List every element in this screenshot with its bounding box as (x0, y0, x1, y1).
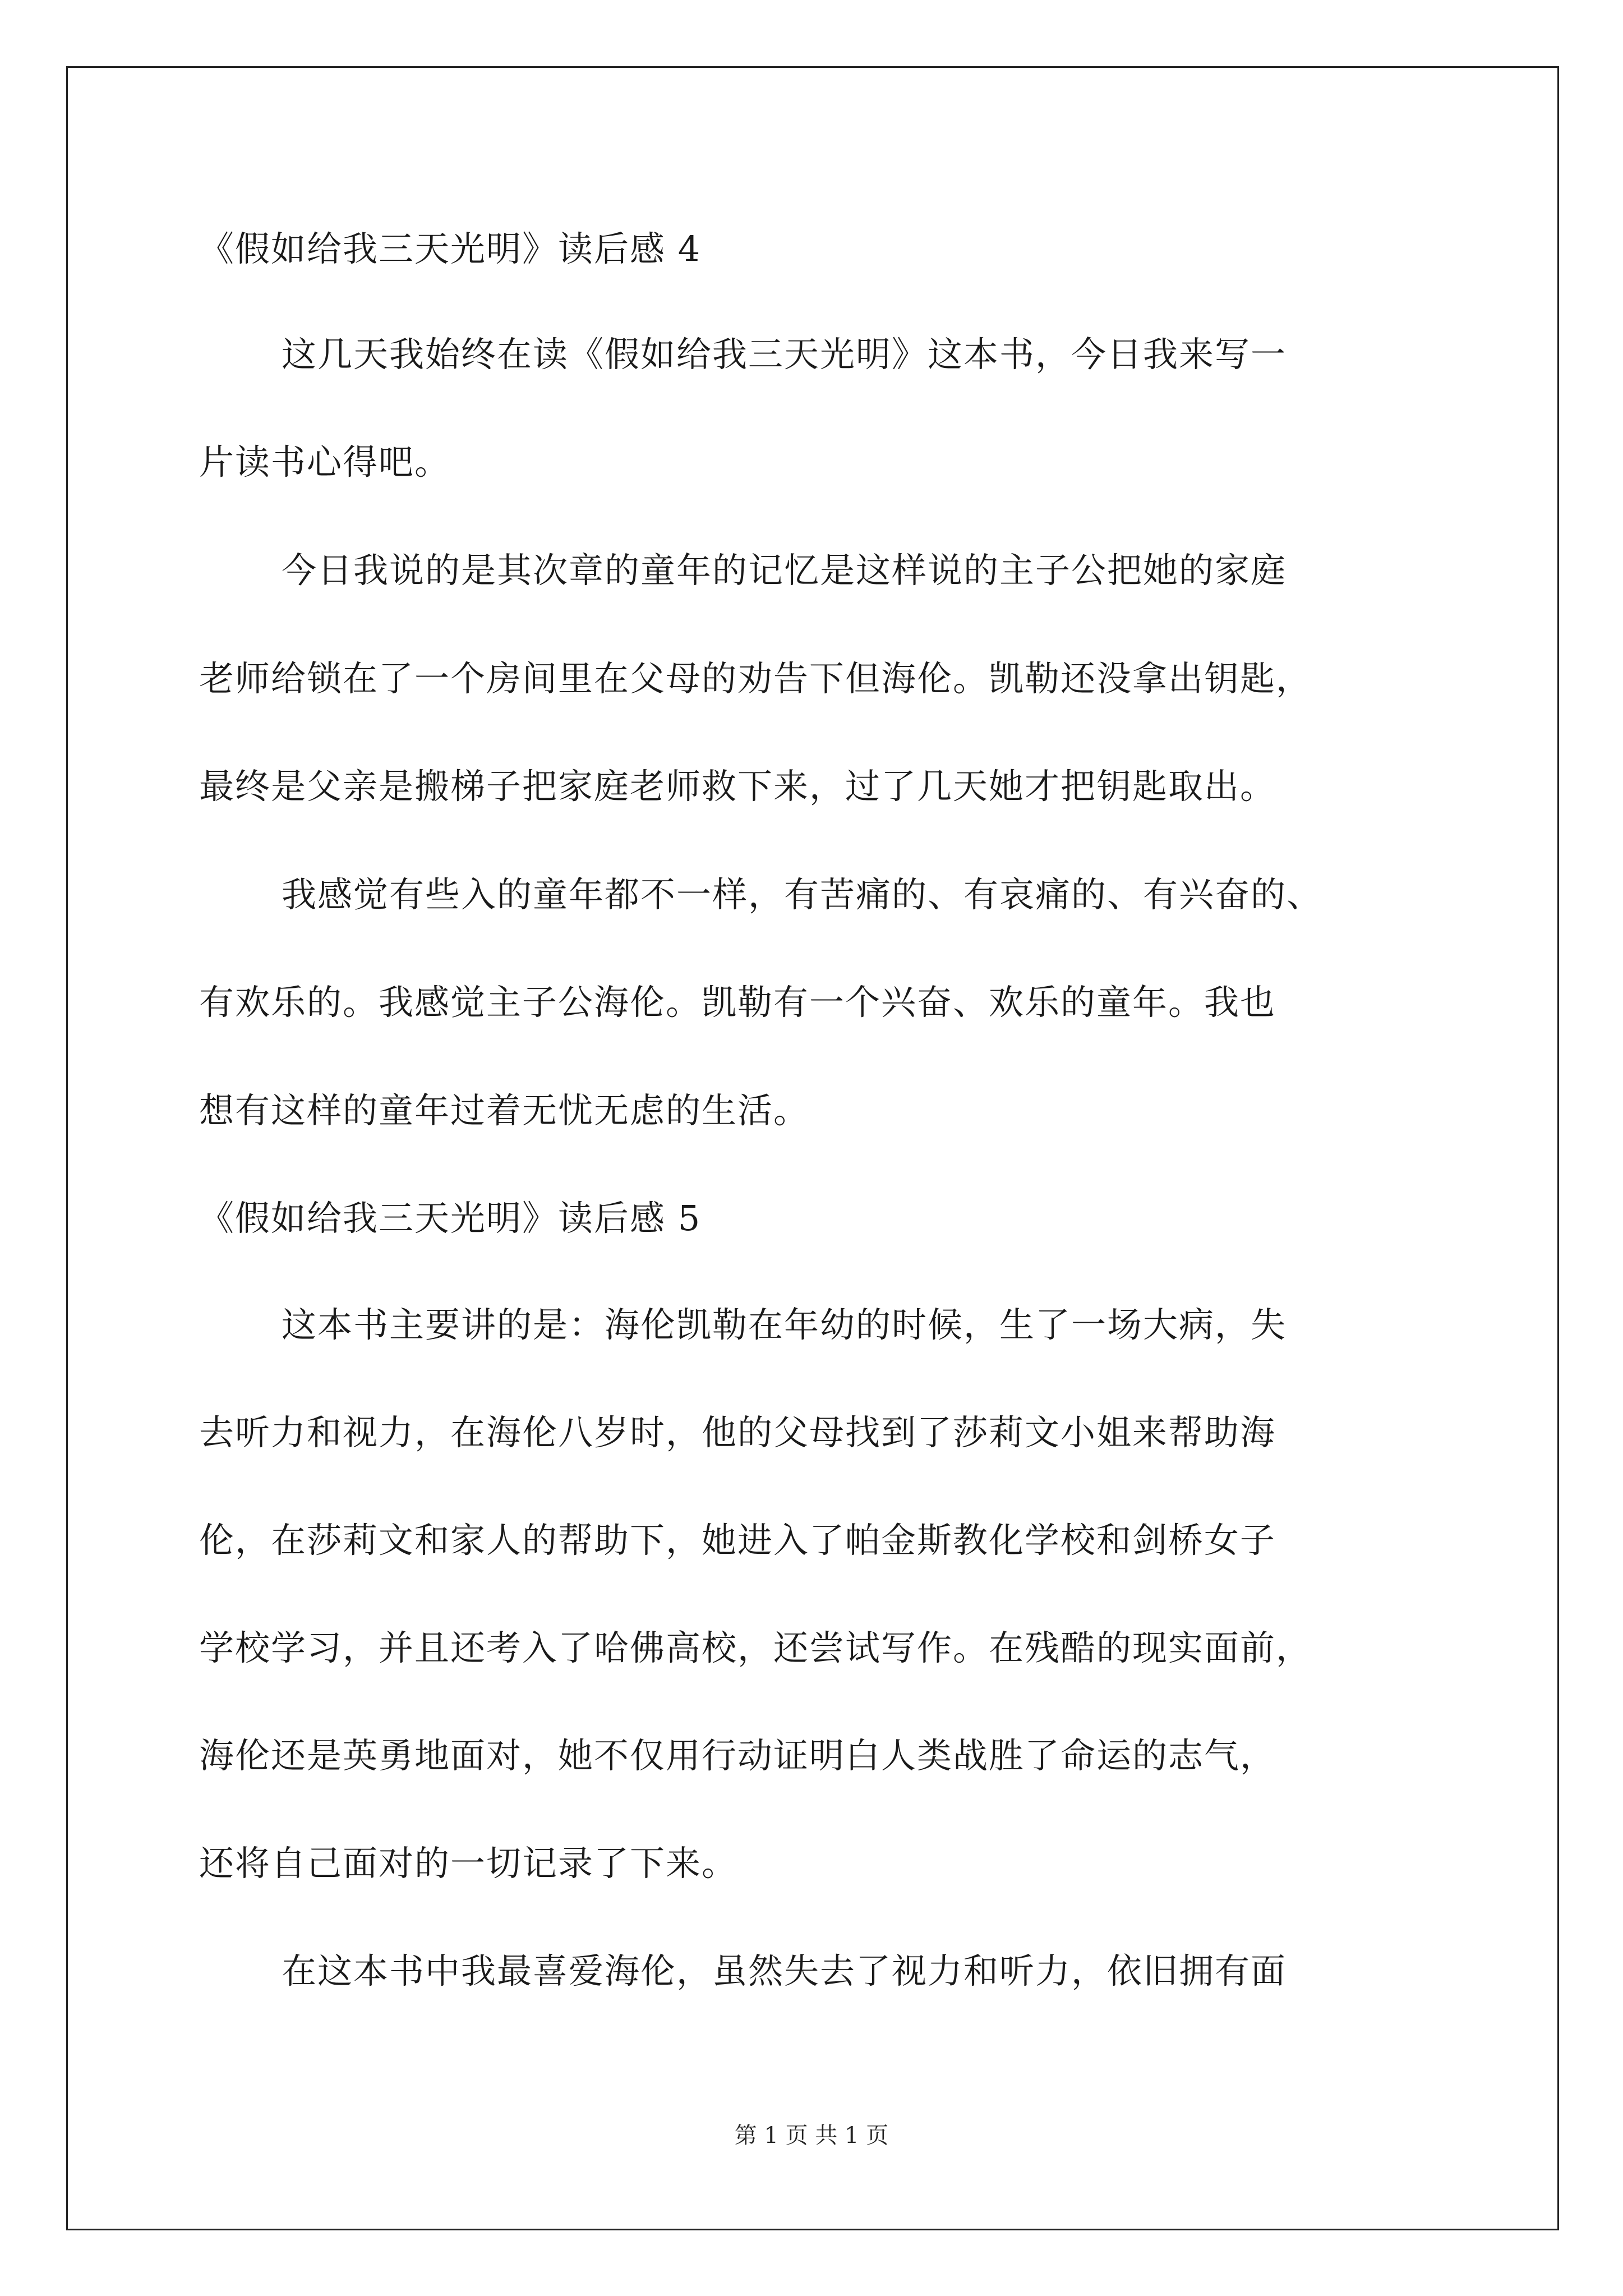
paragraph-line: 学校学习，并且还考入了哈佛高校，还尝试写作。在残酷的现实面前， (199, 1627, 1312, 1668)
paragraph-line: 海伦还是英勇地面对，她不仅用行动证明白人类战胜了命运的志气， (199, 1735, 1276, 1776)
paragraph-line: 去听力和视力，在海伦八岁时，他的父母找到了莎莉文小姐来帮助海 (199, 1412, 1276, 1453)
paragraph-line: 想有这样的童年过着无忧无虑的生活。 (199, 1090, 810, 1131)
paragraph-line: 老师给锁在了一个房间里在父母的劝告下但海伦。凯勒还没拿出钥匙， (199, 658, 1312, 699)
paragraph-line: 片读书心得吧。 (199, 441, 451, 482)
section-heading: 《假如给我三天光明》读后感 4 (199, 228, 702, 269)
paragraph-line: 还将自己面对的一切记录了下来。 (199, 1843, 738, 1884)
paragraph-line: 今日我说的是其次章的童年的记忆是这样说的主子公把她的家庭 (282, 550, 1287, 591)
section-heading: 《假如给我三天光明》读后感 5 (199, 1198, 702, 1239)
paragraph-line: 在这本书中我最喜爱海伦，虽然失去了视力和听力，依旧拥有面 (282, 1950, 1287, 1991)
paragraph-line: 我感觉有些入的童年都不一样，有苦痛的、有哀痛的、有兴奋的、 (282, 874, 1323, 915)
paragraph-line: 伦，在莎莉文和家人的帮助下，她进入了帕金斯教化学校和剑桥女子 (199, 1520, 1276, 1561)
paragraph-line: 最终是父亲是搬梯子把家庭老师救下来，过了几天她才把钥匙取出。 (199, 766, 1276, 807)
paragraph-line: 这几天我始终在读《假如给我三天光明》这本书，今日我来写一 (282, 334, 1287, 375)
paragraph-line: 这本书主要讲的是：海伦凯勒在年幼的时候，生了一场大病，失 (282, 1304, 1287, 1345)
page-border (66, 66, 1559, 2230)
paragraph-line: 有欢乐的。我感觉主子公海伦。凯勒有一个兴奋、欢乐的童年。我也 (199, 982, 1276, 1023)
page-footer: 第 1 页 共 1 页 (734, 2123, 889, 2148)
